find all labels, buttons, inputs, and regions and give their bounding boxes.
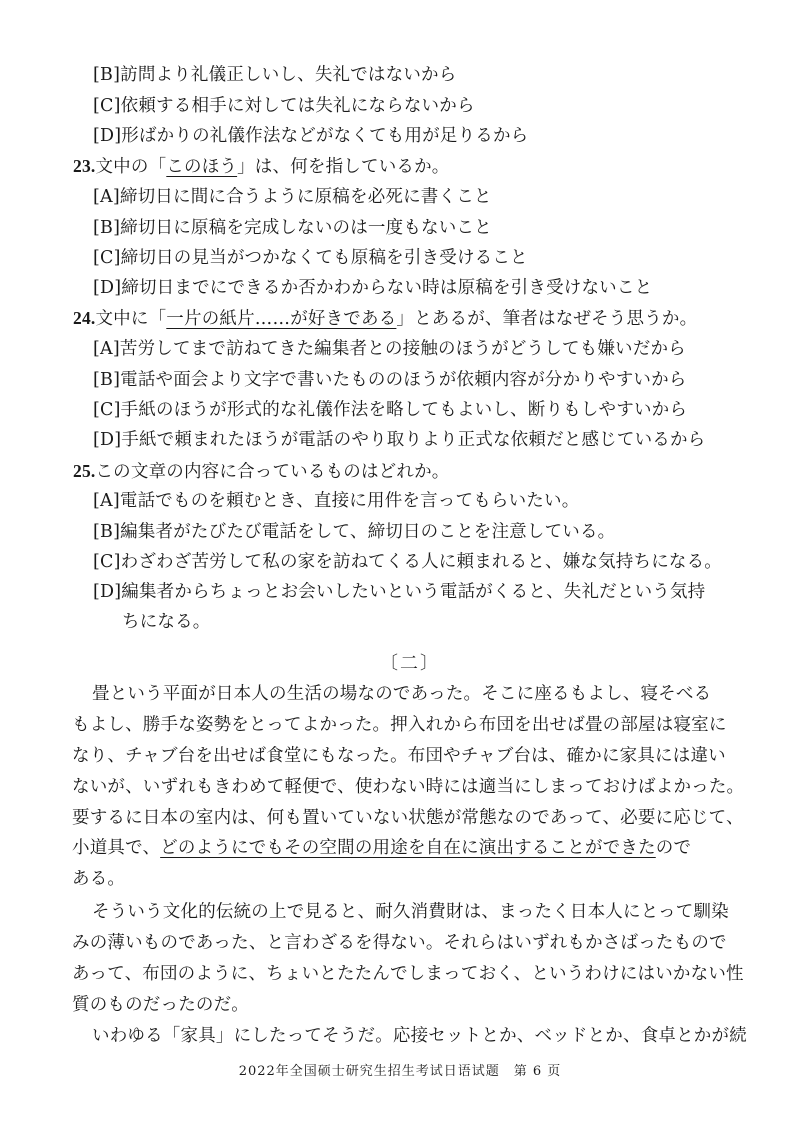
q22-option-d: [D]形ばかりの礼儀作法などがなくても用が足りるから [93, 126, 529, 146]
q25-option-c: [C]わざわざ苦労して私の家を訪ねてくる人に頼まれると、嫌な気持ちになる。 [93, 552, 723, 572]
q24-number: 24. [73, 308, 96, 328]
q23-option-d: [D]締切日までにできるか否かわからない時は原稿を引き受けないこと [93, 278, 653, 298]
q23-stem [73, 158, 450, 177]
q25-option-d-continued: ちになる。 [122, 612, 211, 632]
q25-number: 25. [73, 461, 96, 481]
passage-line-1: 畳という平面が日本人の生活の場なのであった。そこに座るもよし、寝そべる [92, 684, 712, 704]
page-footer: 2022年全国硕士研究生招生考试日语试题 第 6 页 [238, 1064, 562, 1079]
passage-line-9: みの薄いものであった、と言わざるを得ない。それらはいずれもかさばったもので [72, 933, 727, 953]
passage-line-8: そういう文化的伝統の上で見ると、耐久消費財は、まったく日本人にとって馴染 [92, 902, 729, 922]
passage-line-7: ある。 [72, 869, 126, 889]
q23-stem-pre: 文中の「 [95, 157, 167, 177]
passage-line-2: もよし、勝手な姿勢をとってよかった。押入れから布団を出せば畳の部屋は寝室に [72, 715, 727, 735]
q23-stem-post: 」は、何を指しているか。 [237, 157, 450, 177]
passage-line-4: ないが、いずれもきわめて軽便で、使わない時には適当にしまっておけばよかった。 [72, 777, 745, 797]
q23-number: 23. [73, 156, 96, 176]
passage-line-6-post: ので [655, 838, 692, 858]
passage-line-6 [72, 840, 691, 858]
q23-option-c: [C]締切日の見当がつかなくても原稿を引き受けること [93, 248, 528, 268]
passage-line-10: あって、布団のように、ちょいとたたんでしまっておく、というわけにはいかない性 [72, 964, 744, 984]
passage-underlined-phrase: どのようにでもその空間の用途を自在に演出することができた [160, 838, 656, 858]
q25-stem-text: この文章の内容に合っているものはどれか。 [95, 462, 450, 482]
q22-option-b: [B]訪問より礼儀正しいし、失礼ではないから [93, 65, 457, 85]
q24-stem-pre: 文中に「 [95, 309, 167, 329]
passage-line-11: 質のものだったのだ。 [72, 995, 249, 1015]
q24-option-c: [C]手紙のほうが形式的な礼儀作法を略してもよいし、断りもしやすいから [93, 400, 688, 420]
q25-option-a: [A]電話でものを頼むとき、直接に用件を言ってもらいたい。 [93, 491, 580, 511]
q23-option-a: [A]締切日に間に合うように原稿を必死に書くこと [93, 187, 492, 207]
q24-option-a: [A]苦労してまで訪ねてきた編集者との接触のほうがどうしても嫌いだから [93, 339, 686, 359]
q22-option-c: [C]依頼する相手に対しては失礼にならないから [93, 96, 475, 116]
passage-line-5: 要するに日本の室内は、何も置いていない状態が常態なのであって、必要に応じて、 [72, 808, 744, 828]
q24-stem [73, 310, 697, 329]
q23-option-b: [B]締切日に原稿を完成しないのは一度もないこと [93, 218, 492, 238]
q24-underlined-phrase: 一片の紙片……が好きである [166, 309, 397, 329]
passage-line-3: なり、チャブ台を出せば食堂にもなった。布団やチャブ台は、確かに家具には違い [72, 746, 726, 766]
section-title: 〔二〕 [380, 653, 440, 674]
q24-option-b: [B]電話や面会より文字で書いたもののほうが依頼内容が分かりやすいから [93, 370, 687, 390]
q25-option-b: [B]編集者がたびたび電話をして、締切日のことを注意している。 [93, 522, 616, 542]
q25-option-d: [D]編集者からちょっとお会いしたいという電話がくると、失礼だという気持 [93, 582, 706, 602]
q24-option-d: [D]手紙で頼まれたほうが電話のやり取りより正式な依頼だと感じているから [93, 430, 706, 450]
q23-underlined-phrase: このほう [166, 157, 238, 177]
q25-stem [73, 463, 449, 482]
passage-line-6-pre: 小道具で、 [72, 838, 161, 858]
passage-line-12: いわゆる「家具」にしたってそうだ。応接セットとか、ベッドとか、食卓とかが続 [92, 1026, 747, 1046]
q24-stem-post: 」とあるが、筆者はなぜそう思うか。 [396, 309, 698, 329]
